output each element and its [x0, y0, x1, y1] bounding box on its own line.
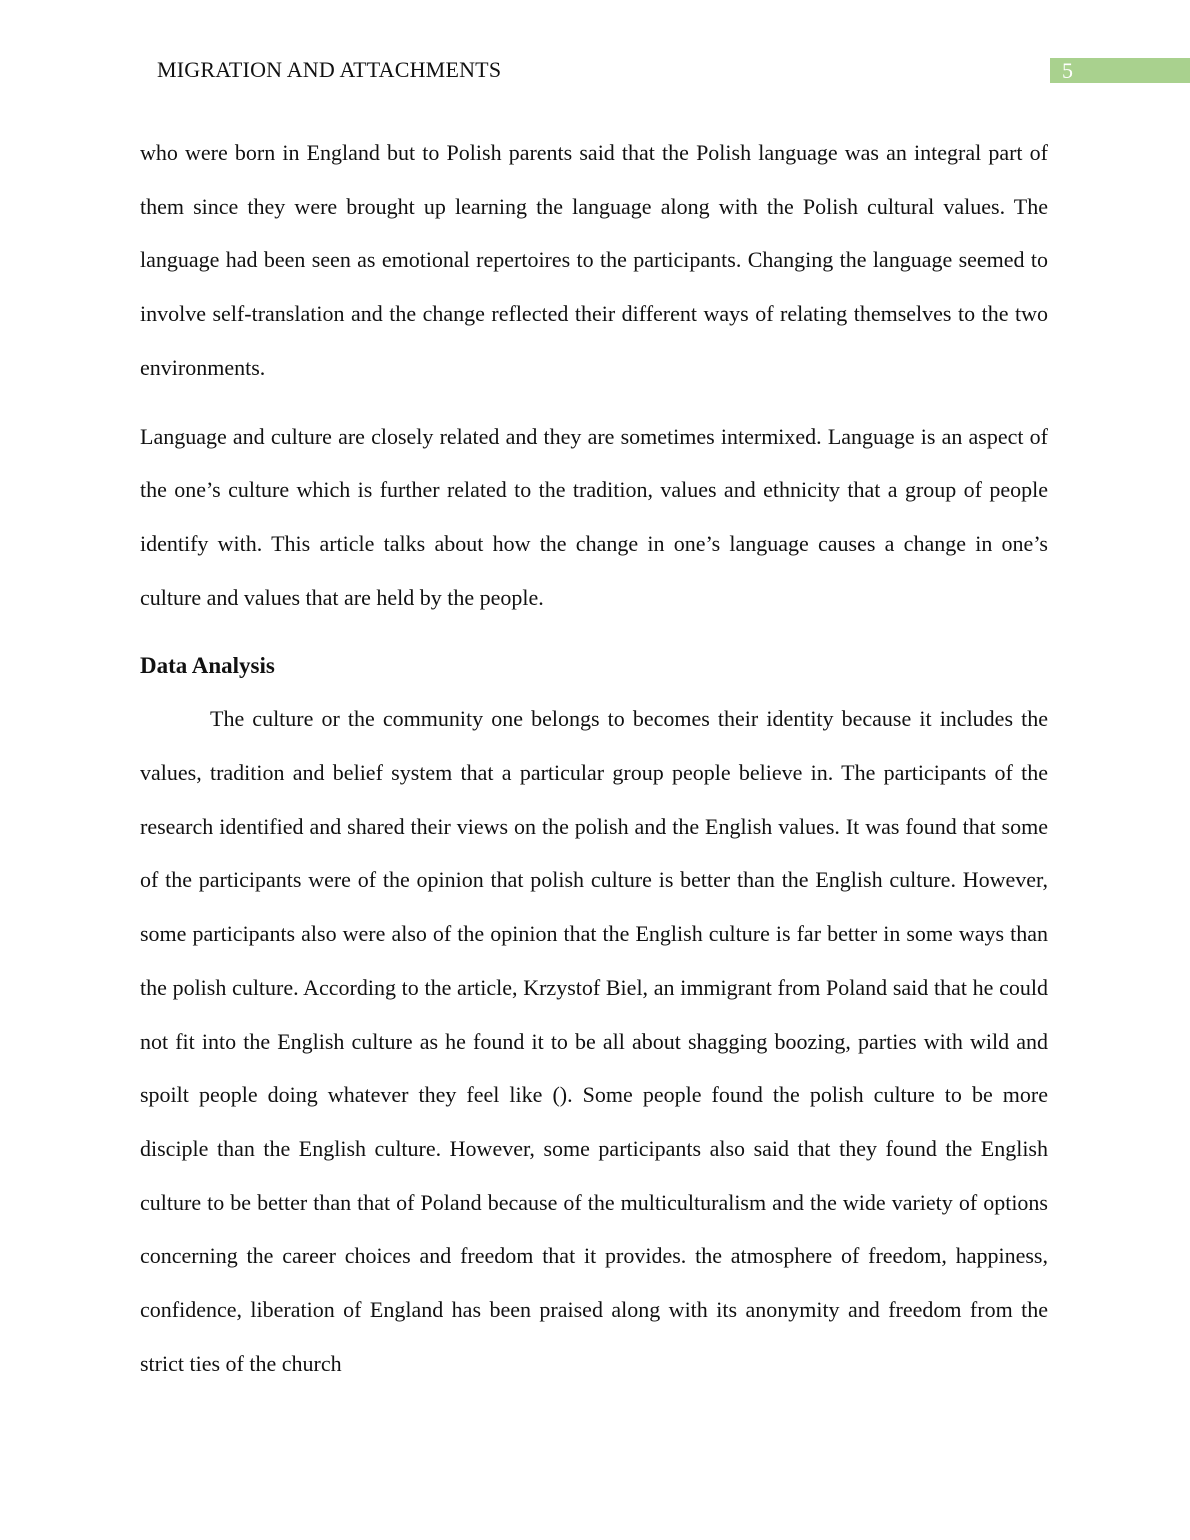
- document-body: [140, 126, 1048, 1390]
- body-paragraph-2: Language and culture are closely related and they are sometimes intermixed. Language is an aspect of the one’s culture which is further related to the tradition, values and ethnicity that a group of people identify with. This article talks about how the change in one’s language causes a change in one’s culture and values that are held by the people.: [140, 423, 1048, 610]
- page-number-badge: [1050, 58, 1190, 83]
- running-head: MIGRATION AND ATTACHMENTS: [157, 57, 502, 82]
- body-paragraph-3: The culture or the community one belongs to becomes their identity because it includes the values, tradition and belief system that a particular group people believe in. The participants of the research identified and shared their views on the polish and the English values. It was found that some of the participants were of the opinion that polish culture is better than the English culture. However, some participants also were also of the opinion that the English culture is far better in some ways than the polish culture. According to the article, Krzystof Biel, an immigrant from Poland said that he could not fit into the English culture as he found it to be all about shagging boozing, parties with wild and spoilt people doing whatever they feel like (). Some people found the polish culture to be more disciple than the English culture. However, some participants also said that they found the English culture to be better than that of Poland because of the multiculturalism and the wide variety of options concerning the career choices and freedom that it provides. the atmosphere of freedom, happiness, confidence, liberation of England has been praised along with its anonymity and freedom from the strict ties of the church: [140, 706, 1048, 1376]
- page-number: 5: [1062, 58, 1073, 83]
- section-heading: Data Analysis: [140, 653, 275, 679]
- body-paragraph-1: who were born in England but to Polish parents said that the Polish language was an integral part of them since they were brought up learning the language along with the Polish cultural values. The language had been seen as emotional repertoires to the participants. Changing the language seemed to involve self-translation and the change reflected their different ways of relating themselves to the two environments.: [140, 140, 1048, 380]
